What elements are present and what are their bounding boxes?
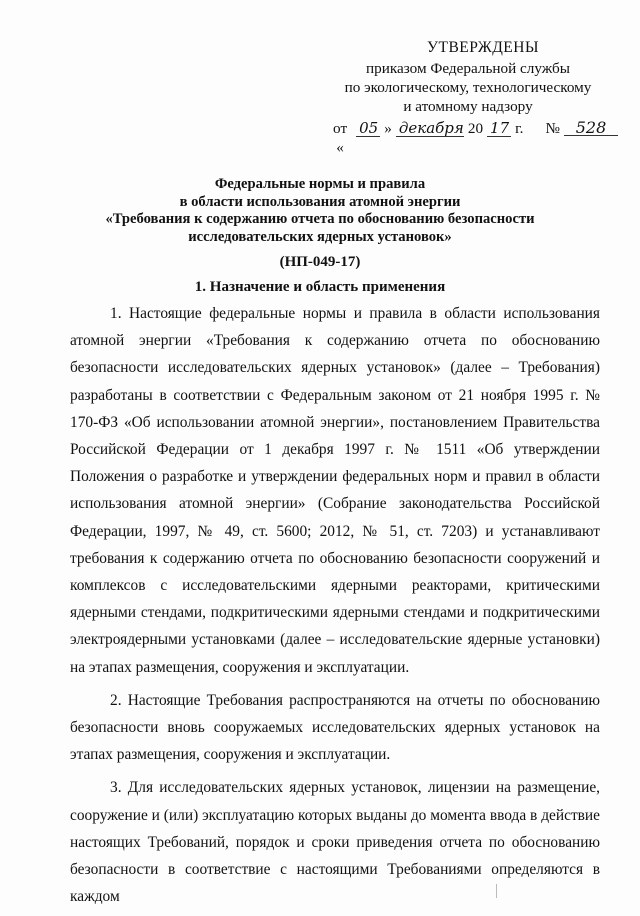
document-heading [60,176,580,246]
order-month: декабря [396,121,464,137]
heading-line-3: «Требования к содержанию отчета по обоснованию безопасности [105,211,535,227]
order-year-prefix: 20 [467,120,484,137]
approval-line-2: по экологическому, технологическому [344,79,592,96]
document-body [70,300,600,916]
paragraph-2: 2. Настоящие Требования распространяются на отчеты по обоснованию безопасности вновь сооружаемых исследовательских ядерных установок на этапах размещения, сооружения и эксплуатации. [70,691,600,764]
order-day: 05 [356,121,380,137]
approval-block [318,38,618,157]
order-date-prefix: от « [333,120,348,156]
order-year: 17 [487,121,511,137]
paragraph-1: 1. Настоящие федеральные нормы и правила в области использования атомной энергии «Требования к содержанию отчета по обоснованию безопасности исследовательских ядерных установок» (далее – Требования) разработаны в соответствии с Федеральным законом от 21 ноября 1995 г. № 170-ФЗ «Об использовании атомной энергии», постановлением Правительства Российской Федерации от 1 декабря 1997 г. № 1511 «Об утверждении Положения о разработке и утверждении федеральных норм и правил в области использования атомной энергии» (Собрание законодательства Российской Федерации, 1997, № 49, ст. 5600; 2012, № 51, ст. 7203) и устанавливают требования к содержанию отчета по обоснованию безопасности сооружений и комплексов с исследовательскими ядерными реакторами, критическими ядерными стендами, подкритическими ядерными стендами и подкритическими электроядерными установками (далее – исследовательские ядерные установки) на этапах размещения, сооружения и эксплуатации. [70,305,600,676]
order-number: 528 [564,120,618,136]
document-code: (НП-049-17) [279,254,361,270]
order-number-label: № [545,120,560,137]
order-day-close: » [384,120,392,137]
approval-line-1: приказом Федеральной службы [366,60,570,77]
approval-line-3: и атомному надзору [403,98,533,115]
scan-mark [496,884,497,898]
section-title: 1. Назначение и область применения [194,279,446,295]
approval-title: УТВЕРЖДЕНЫ [427,39,539,56]
paragraph-3: 3. Для исследовательских ядерных установок, лицензии на размещение, сооружение и (или) эксплуатацию которых выданы до момента ввода в действие настоящих Требований, порядок и сроки приведения отчета по обоснованию безопасности в соответствие с настоящими Требованиями определяются в каждом [70,779,600,906]
heading-line-2: в области использования атомной энергии [179,193,461,210]
heading-line-1: Федеральные нормы и правила [214,176,426,192]
heading-line-4: исследовательских ядерных установок» [188,228,452,245]
order-reference [318,119,618,157]
order-year-suffix: г. [515,120,524,137]
